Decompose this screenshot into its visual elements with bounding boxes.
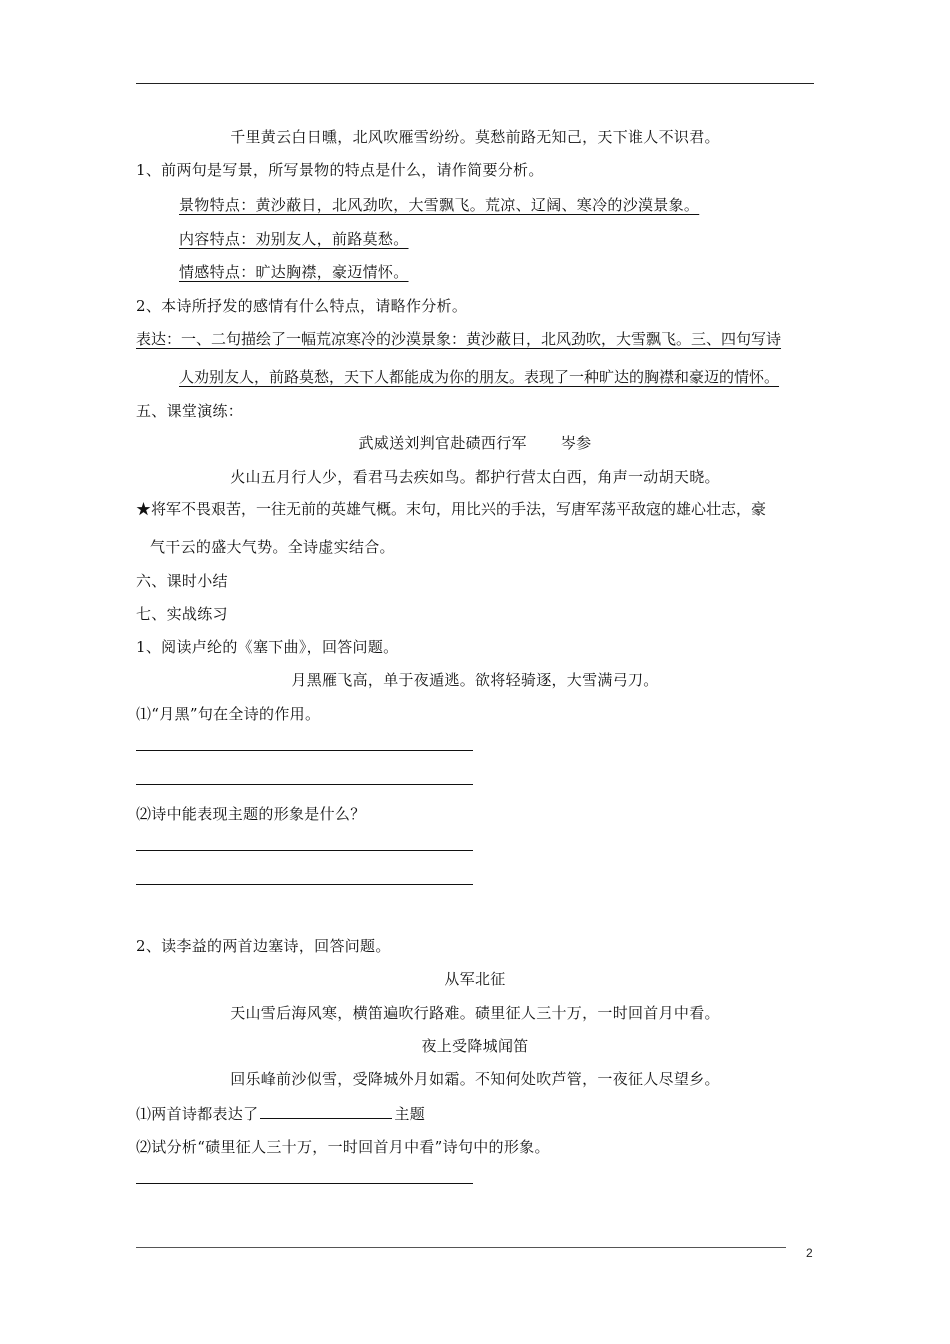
poem1-text: 千里黄云白日曛，北风吹雁雪纷纷。莫愁前路无知己，天下谁人不识君。 (230, 128, 720, 146)
exercise-1-poem: 月黑雁飞高，单于夜遁逃。欲将轻骑逐，大雪满弓刀。 (291, 671, 659, 689)
answer-line[interactable] (136, 884, 473, 885)
exercise-2-poem2-text: 回乐峰前沙似雪，受降城外月如霜。不知何处吹芦管，一夜征人尽望乡。 (230, 1070, 720, 1088)
note-line1: ★将军不畏艰苦，一往无前的英雄气概。末句，用比兴的手法，写唐军荡平敌寇的雄心壮志，豪 (136, 500, 767, 518)
answer-1-content: 内容特点：劝别友人，前路莫愁。 (179, 230, 409, 248)
answer-line[interactable] (136, 850, 473, 851)
answer-2-line1: 表达：一、二句描绘了一幅荒凉寒冷的沙漠景象：黄沙蔽日，北风劲吹，大雪飘飞。三、四句写诗 (136, 330, 782, 348)
exercise-1-question-2: ⑵诗中能表现主题的形象是什么？ (136, 805, 366, 823)
answer-line[interactable] (136, 750, 473, 751)
poem2-text: 火山五月行人少，看君马去疾如鸟。都护行营太白西，角声一动胡天晓。 (230, 468, 720, 486)
exercise-1-question-1: ⑴“月黑”句在全诗的作用。 (136, 705, 321, 723)
exercise-2-poem2-title: 夜上受降城闻笛 (421, 1037, 529, 1055)
exercise-2-question-2: ⑵试分析“碛里征人三十万，一时回首月中看”诗句中的形象。 (136, 1138, 550, 1156)
fill-in-blank[interactable] (260, 1102, 392, 1119)
answer-1-emotion: 情感特点：旷达胸襟，豪迈情怀。 (179, 263, 409, 281)
question-prefix: ⑴两首诗都表达了 (136, 1105, 259, 1123)
footer-rule (136, 1247, 786, 1248)
poem2-heading (136, 432, 814, 454)
poem2-title: 武威送刘判官赴碛西行军 (358, 434, 527, 452)
question-suffix: 主题 (394, 1105, 426, 1123)
poem2-author: 岑参 (560, 434, 592, 452)
answer-2-line2: 人劝别友人，前路莫愁，天下人都能成为你的朋友。表现了一种旷达的胸襟和豪迈的情怀。 (179, 368, 780, 386)
exercise-2-question-1 (136, 1102, 425, 1125)
question-2: 2、本诗所抒发的感情有什么特点，请略作分析。 (136, 297, 468, 315)
section-7-heading: 七、实战练习 (136, 605, 228, 623)
page-number: 2 (806, 1246, 813, 1260)
answer-1-scene: 景物特点：黄沙蔽日，北风劲吹，大雪飘飞。荒凉、辽阔、寒冷的沙漠景象。 (179, 196, 700, 214)
exercise-2-poem1-title: 从军北征 (444, 970, 506, 988)
exercise-1-intro: 1、阅读卢纶的《塞下曲》，回答问题。 (136, 638, 399, 656)
header-rule (136, 83, 814, 84)
answer-line[interactable] (136, 1183, 473, 1184)
answer-line[interactable] (136, 784, 473, 785)
exercise-2-intro: 2、读李益的两首边塞诗，回答问题。 (136, 937, 391, 955)
section-6-heading: 六、课时小结 (136, 572, 228, 590)
note-line2: 气干云的盛大气势。全诗虚实结合。 (150, 538, 395, 556)
section-5-heading: 五、课堂演练： (136, 402, 244, 420)
exercise-2-poem1-text: 天山雪后海风寒，横笛遍吹行路难。碛里征人三十万，一时回首月中看。 (230, 1004, 720, 1022)
question-1: 1、前两句是写景，所写景物的特点是什么，请作简要分析。 (136, 161, 544, 179)
